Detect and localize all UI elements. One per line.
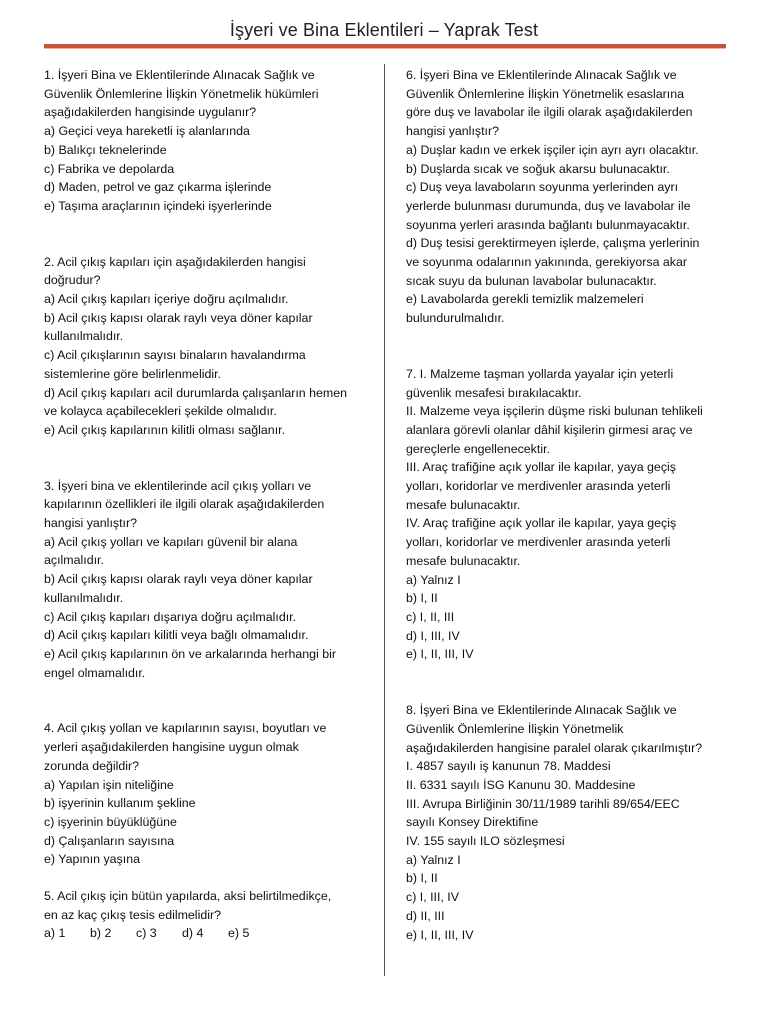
- question-stem-line: Güvenlik Önlemlerine İlişkin Yönetmelik: [406, 721, 624, 736]
- answer-option: d) Maden, petrol ve gaz çıkarma işlerinde: [44, 180, 272, 195]
- answer-option: b) işyerinin kullanım şekline: [44, 796, 196, 811]
- question-1: [44, 66, 374, 216]
- question-stem-line: mesafe bulunacaktır.: [406, 553, 521, 568]
- column-divider: [384, 64, 385, 976]
- question-stem-line: en az kaç çıkış tesis edilmelidir?: [44, 907, 221, 922]
- answer-option: b) Acil çıkış kapısı olarak raylı veya döner kapılar: [44, 572, 313, 587]
- answer-option: a) Yalnız I: [406, 852, 461, 867]
- question-stem-line: aşağıdakilerden hangisinde uygulanır?: [44, 105, 257, 120]
- answer-option: a) 1: [44, 926, 66, 941]
- question-stem-line: 4. Acil çıkış yollan ve kapılarının sayısı, boyutları ve: [44, 721, 327, 736]
- answer-option: e) Acil çıkış kapılarının kilitli olması sağlanır.: [44, 422, 286, 437]
- answer-option: d) Acil çıkış kapıları kilitli veya bağlı olmamalıdır.: [44, 628, 309, 643]
- answer-option: a) Acil çıkış kapıları içeriye doğru açılmalıdır.: [44, 292, 289, 307]
- answer-option: a) Yapılan işin niteliğine: [44, 777, 174, 792]
- question-stem-line: 3. İşyeri bina ve eklentilerinde acil çıkış yolları ve: [44, 478, 312, 493]
- answer-option: d) Acil çıkış kapıları acil durumlarda çalışanların hemen: [44, 385, 348, 400]
- question-stem-line: yolları, koridorlar ve merdivenler arasında yeterli: [406, 535, 671, 550]
- answer-option: kullanılmalıdır.: [44, 329, 124, 344]
- question-stem-line: alanlara görevli olanlar dâhil kişilerin girmesi araç ve: [406, 422, 693, 437]
- answer-option: a) Acil çıkış yolları ve kapıları güvenil bir alana: [44, 534, 298, 549]
- answer-option: b) I, II: [406, 871, 438, 886]
- answer-option: d) Çalışanların sayısına: [44, 833, 175, 848]
- question-stem-line: zorunda değildir?: [44, 758, 140, 773]
- answer-option: c) 3: [136, 926, 157, 941]
- title-rule: [44, 44, 726, 49]
- question-stem-line: Güvenlik Önlemlerine İlişkin Yönetmelik hükümleri: [44, 86, 319, 101]
- question-stem-line: aşağıdakilerden hangisine paralel olarak çıkarılmıştır?: [406, 740, 703, 755]
- question-stem-line: doğrudur?: [44, 273, 101, 288]
- question-2: [44, 253, 374, 440]
- question-stem-line: I. 4857 sayılı iş kanunun 78. Maddesi: [406, 759, 611, 774]
- answer-option: c) Duş veya lavaboların soyunma yerlerinden ayrı: [406, 180, 679, 195]
- answer-option: engel olmamalıdır.: [44, 665, 146, 680]
- answer-option: soyunma yerleri arasında bağlantı bulunmayacaktır.: [406, 217, 690, 232]
- question-stem-line: sayılı Konsey Direktifine: [406, 815, 539, 830]
- right-column: [406, 66, 728, 944]
- answer-option: ve kolayca açabilecekleri şekilde olmalıdır.: [44, 404, 277, 419]
- answer-option: e) Acil çıkış kapılarının ön ve arkalarında herhangi bir: [44, 646, 337, 661]
- question-6: [406, 66, 728, 328]
- answer-option: açılmalıdır.: [44, 553, 104, 568]
- answer-options-inline: [44, 924, 374, 943]
- question-7: [406, 365, 728, 664]
- question-4: [44, 719, 374, 869]
- answer-option: e) Taşıma araçlarının içindeki işyerlerinde: [44, 198, 272, 213]
- question-stem-line: 6. İşyeri Bina ve Eklentilerinde Alınacak Sağlık ve: [406, 68, 677, 82]
- question-8: [406, 701, 728, 944]
- answer-option: b) Acil çıkış kapısı olarak raylı veya döner kapılar: [44, 310, 313, 325]
- question-stem-line: II. Malzeme veya işçilerin düşme riski bulunan tehlikeli: [406, 404, 703, 419]
- answer-option: sıcak suyu da bulunan lavabolar bulunacaktır.: [406, 273, 657, 288]
- left-column: [44, 66, 374, 943]
- answer-option: c) I, III, IV: [406, 890, 460, 905]
- question-stem-line: mesafe bulunacaktır.: [406, 497, 521, 512]
- question-stem-line: IV. 155 sayılı ILO sözleşmesi: [406, 834, 565, 849]
- question-stem-line: II. 6331 sayılı İSG Kanunu 30. Maddesine: [406, 777, 636, 792]
- page-title: İşyeri ve Bina Eklentileri – Yaprak Test: [229, 20, 539, 40]
- answer-option: sistemlerine göre belirlenmelidir.: [44, 366, 221, 381]
- answer-option: b) 2: [90, 926, 112, 941]
- answer-option: c) Fabrika ve depolarda: [44, 161, 175, 176]
- answer-option: d) 4: [182, 926, 204, 941]
- question-stem-line: III. Avrupa Birliğinin 30/11/1989 tarihli 89/654/EEC: [406, 796, 680, 811]
- answer-option: e) I, II, III, IV: [406, 927, 474, 942]
- answer-option: b) I, II: [406, 591, 438, 606]
- question-stem-line: 8. İşyeri Bina ve Eklentilerinde Alınacak Sağlık ve: [406, 703, 677, 718]
- question-stem-line: kapılarının özellikleri ile ilgili olarak aşağıdakilerden: [44, 497, 325, 512]
- answer-option: c) Acil çıkışlarının sayısı binaların havalandırma: [44, 348, 306, 363]
- question-stem-line: yolları, koridorlar ve merdivenler arasında yeterli: [406, 479, 671, 494]
- answer-option: e) 5: [228, 926, 250, 941]
- question-stem-line: göre duş ve lavabolar ile ilgili olarak aşağıdakilerden: [406, 105, 693, 120]
- answer-option: e) Yapının yaşına: [44, 852, 140, 867]
- answer-option: c) Acil çıkış kapıları dışarıya doğru açılmalıdır.: [44, 609, 297, 624]
- answer-option: e) I, II, III, IV: [406, 647, 474, 662]
- question-stem-line: güvenlik mesafesi bırakılacaktır.: [406, 385, 582, 400]
- question-stem-line: 1. İşyeri Bina ve Eklentilerinde Alınacak Sağlık ve: [44, 68, 315, 82]
- question-3: [44, 477, 374, 683]
- question-stem-line: Güvenlik Önlemlerine İlişkin Yönetmelik esaslarına: [406, 86, 684, 101]
- question-stem-line: yerleri aşağıdakilerden hangisine uygun olmak: [44, 740, 299, 755]
- question-5: [44, 887, 374, 943]
- question-stem-line: IV. Araç trafiğine açık yollar ile kapılar, yaya geçiş: [406, 516, 677, 531]
- answer-option: b) Duşlarda sıcak ve soğuk akarsu bulunacaktır.: [406, 161, 670, 176]
- answer-option: a) Duşlar kadın ve erkek işçiler için ayrı ayrı olacaktır.: [406, 142, 699, 157]
- question-stem-line: 7. I. Malzeme taşman yollarda yayalar için yeterli: [406, 366, 674, 381]
- answer-option: a) Geçici veya hareketli iş alanlarında: [44, 124, 250, 139]
- answer-option: d) I, III, IV: [406, 628, 460, 643]
- answer-option: d) Duş tesisi gerektirmeyen işlerde, çalışma yerlerinin: [406, 236, 700, 251]
- answer-option: c) işyerinin büyüklüğüne: [44, 814, 177, 829]
- question-stem-line: hangisi yanlıştır?: [44, 516, 137, 531]
- question-stem-line: hangisi yanlıştır?: [406, 124, 499, 139]
- answer-option: b) Balıkçı teknelerinde: [44, 142, 167, 157]
- answer-option: c) I, II, III: [406, 609, 455, 624]
- question-stem-line: III. Araç trafiğine açık yollar ile kapılar, yaya geçiş: [406, 460, 676, 475]
- question-stem-line: gereçlerle engellenecektir.: [406, 441, 550, 456]
- answer-option: kullanılmalıdır.: [44, 590, 124, 605]
- answer-option: yerlerde bulunması durumunda, duş ve lavabolar ile: [406, 198, 691, 213]
- question-stem-line: 5. Acil çıkış için bütün yapılarda, aksi belirtilmedikçe,: [44, 889, 332, 904]
- answer-option: bulundurulmalıdır.: [406, 311, 505, 326]
- question-stem-line: 2. Acil çıkış kapıları için aşağıdakilerden hangisi: [44, 254, 306, 269]
- answer-option: d) II, III: [406, 908, 445, 923]
- answer-option: e) Lavabolarda gerekli temizlik malzemeleri: [406, 292, 644, 307]
- answer-option: a) Yalnız I: [406, 572, 461, 587]
- answer-option: ve soyunma odalarının yakınında, gerekiyorsa akar: [406, 255, 688, 270]
